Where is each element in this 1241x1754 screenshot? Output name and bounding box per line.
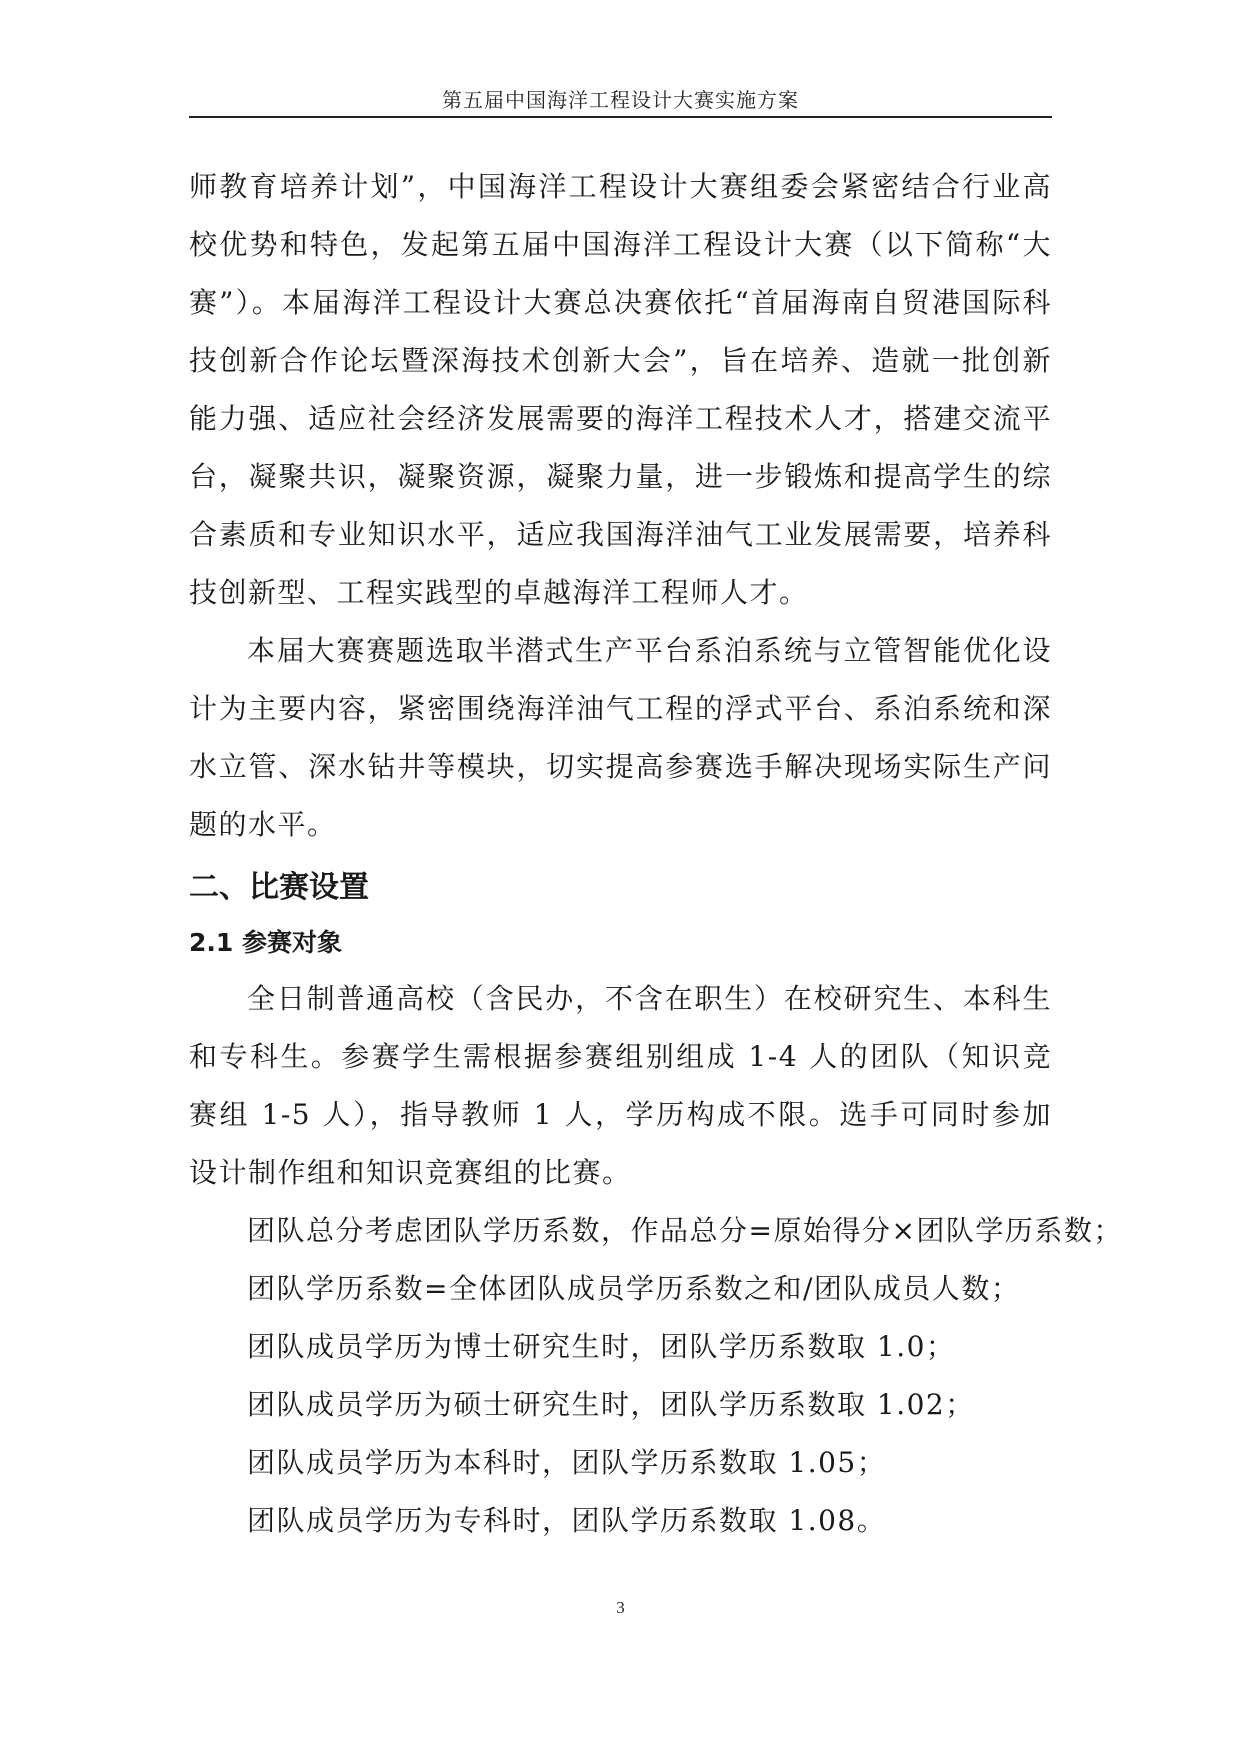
coefficient-line: 团队成员学历为博士研究生时，团队学历系数取 1.0； — [247, 1330, 956, 1363]
section-heading-competition-settings: 二、比赛设置 — [189, 870, 369, 905]
paragraph-competition-topic: 本届大赛赛题选取半潜式生产平台系泊系统与立管智能优化设计为主要内容，紧密围绕海洋油气工程的浮式平台、系泊系统和深水立管、深水钻井等模块，切实提高参赛选手解决现场实际生产问题的水平。 — [189, 634, 1052, 841]
coefficient-line: 团队成员学历为本科时，团队学历系数取 1.05； — [247, 1446, 887, 1479]
page-header-title: 第五届中国海洋工程设计大赛实施方案 — [442, 88, 799, 112]
coefficient-line: 团队成员学历为硕士研究生时，团队学历系数取 1.02； — [247, 1388, 975, 1421]
header-divider — [189, 116, 1052, 118]
coefficient-line: 团队总分考虑团队学历系数，作品总分=原始得分×团队学历系数； — [247, 1214, 1123, 1247]
coefficient-line: 团队成员学历为专科时，团队学历系数取 1.08。 — [247, 1504, 887, 1537]
page-number: 3 — [616, 1598, 625, 1617]
document-body — [189, 158, 1123, 1550]
paragraph-participants: 全日制普通高校（含民办，不含在职生）在校研究生、本科生和专科生。参赛学生需根据参赛组别组成 1-4 人的团队（知识竞赛组 1-5 人），指导教师 1 人，学历构成不限。选手可同时参加设计制作组和知识竞赛组的比赛。 — [189, 982, 1052, 1189]
subsection-heading-participants: 2.1 参赛对象 — [189, 928, 342, 957]
coefficient-line: 团队学历系数=全体团队成员学历系数之和/团队成员人数； — [247, 1272, 1021, 1305]
paragraph-intro-continued: 师教育培养计划”，中国海洋工程设计大赛组委会紧密结合行业高校优势和特色，发起第五届中国海洋工程设计大赛（以下简称“大赛”）。本届海洋工程设计大赛总决赛依托“首届海南自贸港国际科技创新合作论坛暨深海技术创新大会”，旨在培养、造就一批创新能力强、适应社会经济发展需要的海洋工程技术人才，搭建交流平台，凝聚共识，凝聚资源，凝聚力量，进一步锻炼和提高学生的综合素质和专业知识水平，适应我国海洋油气工业发展需要，培养科技创新型、工程实践型的卓越海洋工程师人才。 — [189, 170, 1052, 609]
